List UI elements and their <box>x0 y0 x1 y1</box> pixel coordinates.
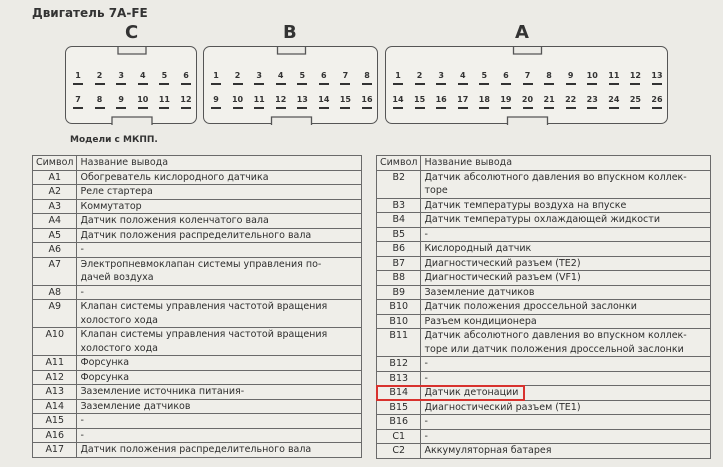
pin-name-cell: Датчик положения распределительного вала <box>77 228 362 243</box>
pin-contact <box>254 107 264 109</box>
pin-symbol-cell: B9 <box>377 285 421 300</box>
pin-name-cell: Электропневмоклапан системы управления по- дачей воздуха <box>77 257 362 285</box>
pin-contact <box>138 107 148 109</box>
table-row <box>33 185 362 200</box>
pin-number: 8 <box>546 71 552 80</box>
table-row <box>33 199 362 214</box>
pin-name-cell: Диагностический разъем (TE1) <box>421 400 711 415</box>
pin-contact <box>211 83 221 85</box>
name-column-header: Название вывода <box>77 156 362 171</box>
table-row <box>33 443 362 458</box>
pin-name-cell: Заземление датчиков <box>421 285 711 300</box>
pin-contact <box>479 83 489 85</box>
table-row <box>377 300 711 315</box>
pin-number: 16 <box>361 95 373 104</box>
pin-name-cell: - <box>421 415 711 430</box>
pin-number: 4 <box>140 71 146 80</box>
pin-symbol-cell: B16 <box>377 415 421 430</box>
pin-number: 16 <box>435 95 447 104</box>
pin-contact <box>566 107 576 109</box>
pin-name-cell: - <box>421 429 711 444</box>
pin-symbol-cell: B13 <box>377 371 421 386</box>
pin-name-cell: Датчик абсолютного давления во впускном коллек- торе или датчик положения дроссельной заслонки <box>421 329 711 357</box>
table-row <box>377 371 711 386</box>
pin-symbol-cell: B15 <box>377 400 421 415</box>
pin-symbol-cell: A17 <box>33 443 77 458</box>
pin-contact <box>95 107 105 109</box>
pin-number: 13 <box>651 71 663 80</box>
pin-contact <box>501 83 511 85</box>
pin-number: 8 <box>364 71 370 80</box>
pin-number: 1 <box>395 71 401 80</box>
connector-outline <box>386 47 669 125</box>
pin-number: 7 <box>524 71 531 80</box>
pin-contact <box>544 83 554 85</box>
table-row <box>377 198 711 213</box>
table-row <box>377 329 711 357</box>
connector-c <box>65 46 197 124</box>
table-row <box>33 257 362 285</box>
pin-symbol-cell: C1 <box>377 429 421 444</box>
pin-number: 22 <box>565 95 577 104</box>
pin-number: 14 <box>392 95 404 104</box>
table-row <box>33 370 362 385</box>
pin-number: 5 <box>299 71 306 80</box>
pin-contact <box>479 107 489 109</box>
page-title: Двигатель 7A-FE <box>32 6 148 20</box>
pin-symbol-cell: A4 <box>33 214 77 229</box>
pin-contact <box>544 107 554 109</box>
pin-name-cell: Диагностический разъем (VF1) <box>421 271 711 286</box>
pin-symbol-cell: A5 <box>33 228 77 243</box>
pin-symbol-cell: C2 <box>377 444 421 459</box>
pin-contact <box>276 83 286 85</box>
pin-number: 3 <box>256 71 262 80</box>
pin-symbol-cell: B12 <box>377 357 421 372</box>
pin-contact <box>73 83 83 85</box>
table-row <box>377 357 711 372</box>
pin-name-cell: - <box>77 428 362 443</box>
connector-b <box>203 46 378 124</box>
symbol-column-header: Символ <box>33 156 77 171</box>
pin-symbol-cell: B14 <box>377 386 421 401</box>
pin-number: 17 <box>457 95 469 104</box>
table-row <box>33 385 362 400</box>
pin-contact <box>73 107 83 109</box>
table-row <box>377 444 711 459</box>
pin-number: 4 <box>459 71 466 80</box>
pin-contact <box>340 107 350 109</box>
pin-name-cell: Клапан системы управления частотой вращения холостого хода <box>77 300 362 328</box>
pin-contact <box>362 107 372 109</box>
pin-number: 9 <box>213 95 219 104</box>
table-row <box>377 314 711 329</box>
table-row <box>377 227 711 242</box>
pin-name-cell: - <box>77 285 362 300</box>
table-row <box>377 400 711 415</box>
pin-name-cell: Коммутатор <box>77 199 362 214</box>
highlight-box <box>376 385 526 402</box>
pin-number: 7 <box>342 71 349 80</box>
pin-contact <box>319 83 329 85</box>
table-row <box>33 285 362 300</box>
pin-number: 14 <box>318 95 330 104</box>
pin-contact <box>501 107 511 109</box>
right-pin-table <box>376 155 711 459</box>
pin-contact <box>297 107 307 109</box>
pin-name-cell: - <box>77 243 362 258</box>
pin-number: 4 <box>277 71 284 80</box>
pin-number: 2 <box>416 71 423 80</box>
pin-symbol-cell: A13 <box>33 385 77 400</box>
table-row <box>33 428 362 443</box>
models-caption: Модели с МКПП. <box>70 135 158 145</box>
pin-symbol-cell: A8 <box>33 285 77 300</box>
table-row <box>377 170 711 198</box>
pin-symbol-cell: B10 <box>377 314 421 329</box>
pin-number: 11 <box>608 71 620 80</box>
pin-contact <box>652 107 662 109</box>
name-column-header: Название вывода <box>421 156 711 171</box>
pin-contact <box>95 83 105 85</box>
pin-number: 12 <box>629 71 641 80</box>
pin-symbol-cell: A2 <box>33 185 77 200</box>
pin-name-cell: Датчик положения дроссельной заслонки <box>421 300 711 315</box>
pin-number: 10 <box>586 71 598 80</box>
pin-number: 5 <box>481 71 488 80</box>
pin-name-cell: - <box>421 371 711 386</box>
pin-contact <box>211 107 221 109</box>
pin-contact <box>587 83 597 85</box>
pin-contact <box>523 107 533 109</box>
pin-contact <box>523 83 533 85</box>
table-row <box>377 429 711 444</box>
pin-name-cell: Заземление датчиков <box>77 399 362 414</box>
pin-contact <box>233 107 243 109</box>
pin-name-cell: Обогреватель кислородного датчика <box>77 170 362 185</box>
pin-symbol-cell: A12 <box>33 370 77 385</box>
pin-contact <box>276 107 286 109</box>
table-row <box>377 213 711 228</box>
pin-contact <box>393 107 403 109</box>
pin-symbol-cell: B2 <box>377 170 421 198</box>
pin-symbol-cell: A10 <box>33 328 77 356</box>
pin-number: 21 <box>543 95 555 104</box>
pin-number: 12 <box>275 95 287 104</box>
pin-number: 7 <box>75 95 81 104</box>
pin-name-cell: Разъем кондиционера <box>421 314 711 329</box>
pin-name-cell: Датчик абсолютного давления во впускном коллек- торе <box>421 170 711 198</box>
pin-number: 6 <box>321 71 327 80</box>
pin-contact <box>254 83 264 85</box>
pin-number: 23 <box>586 95 598 104</box>
pin-contact <box>116 107 126 109</box>
connector-bottom-notch <box>272 117 312 125</box>
table-row <box>33 214 362 229</box>
table-row <box>377 242 711 257</box>
connector-c-label: C <box>125 22 139 43</box>
pin-contact <box>159 83 169 85</box>
pin-number: 20 <box>521 95 534 104</box>
pin-number: 1 <box>75 71 81 80</box>
pin-name-cell: Форсунка <box>77 370 362 385</box>
connector-a <box>385 46 668 124</box>
connector-top-notch <box>118 47 146 54</box>
connector-bottom-notch <box>508 117 548 125</box>
connector-outline <box>66 47 198 125</box>
pin-symbol-cell: A15 <box>33 414 77 429</box>
table-row <box>33 414 362 429</box>
pin-number: 3 <box>438 71 444 80</box>
pin-name-cell: Датчик положения коленчатого вала <box>77 214 362 229</box>
connector-a-label: A <box>515 22 529 43</box>
pin-symbol-cell: A7 <box>33 257 77 285</box>
pin-symbol-cell: A6 <box>33 243 77 258</box>
pin-symbol-cell: A9 <box>33 300 77 328</box>
pin-symbol-cell: B4 <box>377 213 421 228</box>
pin-symbol-cell: B6 <box>377 242 421 257</box>
table-row <box>33 243 362 258</box>
pin-number: 11 <box>253 95 265 104</box>
connector-top-notch <box>278 47 306 54</box>
pin-number: 5 <box>161 71 168 80</box>
pin-number: 19 <box>500 95 512 104</box>
pin-number: 25 <box>629 95 641 104</box>
pin-name-cell: - <box>421 357 711 372</box>
pin-contact <box>138 83 148 85</box>
pin-number: 10 <box>231 95 244 104</box>
pin-contact <box>319 107 329 109</box>
pin-number: 6 <box>503 71 509 80</box>
pin-name-cell: Датчик детонации <box>421 386 711 401</box>
table-row <box>33 228 362 243</box>
pin-number: 15 <box>414 95 426 104</box>
pin-number: 11 <box>158 95 170 104</box>
pin-contact <box>630 107 640 109</box>
pin-contact <box>566 83 576 85</box>
pin-contact <box>652 83 662 85</box>
table-row <box>33 170 362 185</box>
pin-contact <box>415 83 425 85</box>
connector-b-label: B <box>283 22 297 43</box>
connector-bottom-notch <box>112 117 152 125</box>
table-row <box>377 271 711 286</box>
pin-contact <box>630 83 640 85</box>
pin-number: 8 <box>96 95 103 104</box>
table-row <box>377 415 711 430</box>
pin-name-cell: Клапан системы управления частотой вращения холостого хода <box>77 328 362 356</box>
pin-contact <box>458 107 468 109</box>
pin-number: 15 <box>339 95 351 104</box>
pin-contact <box>159 107 169 109</box>
pin-number: 6 <box>183 71 189 80</box>
pin-number: 18 <box>478 95 490 104</box>
pin-contact <box>362 83 372 85</box>
pin-name-cell: Датчик положения распределительного вала <box>77 443 362 458</box>
pin-symbol-cell: A1 <box>33 170 77 185</box>
symbol-column-header: Символ <box>377 156 421 171</box>
pin-contact <box>297 83 307 85</box>
pin-contact <box>181 107 191 109</box>
pin-number: 13 <box>296 95 308 104</box>
pin-number: 9 <box>567 71 574 80</box>
left-pin-table <box>32 155 362 458</box>
pin-number: 2 <box>96 71 103 80</box>
pin-contact <box>609 83 619 85</box>
pin-number: 2 <box>234 71 241 80</box>
pin-number: 10 <box>137 95 149 104</box>
pin-symbol-cell: A3 <box>33 199 77 214</box>
pin-number: 1 <box>213 71 219 80</box>
table-row <box>33 300 362 328</box>
table-row <box>377 256 711 271</box>
pin-number: 24 <box>608 95 620 104</box>
table-row <box>33 356 362 371</box>
pin-contact <box>458 83 468 85</box>
pin-contact <box>609 107 619 109</box>
pin-symbol-cell: B3 <box>377 198 421 213</box>
pin-symbol-cell: B5 <box>377 227 421 242</box>
table-header-row <box>377 156 711 171</box>
connector-outline <box>204 47 379 125</box>
pin-symbol-cell: B10 <box>377 300 421 315</box>
pin-contact <box>181 83 191 85</box>
pin-name-cell: Датчик температуры охлаждающей жидкости <box>421 213 711 228</box>
pin-contact <box>436 107 446 109</box>
pin-name-cell: Кислородный датчик <box>421 242 711 257</box>
pin-name-cell: Диагностический разъем (TE2) <box>421 256 711 271</box>
pin-number: 12 <box>180 95 192 104</box>
pin-contact <box>393 83 403 85</box>
pin-contact <box>587 107 597 109</box>
table-row <box>377 285 711 300</box>
table-header-row <box>33 156 362 171</box>
pin-number: 9 <box>118 95 124 104</box>
pin-symbol-cell: A16 <box>33 428 77 443</box>
pin-contact <box>116 83 126 85</box>
pin-symbol-cell: B8 <box>377 271 421 286</box>
table-row <box>33 399 362 414</box>
pin-symbol-cell: A14 <box>33 399 77 414</box>
pin-symbol-cell: B7 <box>377 256 421 271</box>
pin-name-cell: - <box>421 227 711 242</box>
pin-name-cell: Реле стартера <box>77 185 362 200</box>
pin-name-cell: Заземление источника питания- <box>77 385 362 400</box>
pin-contact <box>233 83 243 85</box>
connector-top-notch <box>514 47 542 54</box>
pin-symbol-cell: A11 <box>33 356 77 371</box>
pin-contact <box>415 107 425 109</box>
pin-symbol-cell: B11 <box>377 329 421 357</box>
pin-name-cell: - <box>77 414 362 429</box>
pin-contact <box>436 83 446 85</box>
pin-name-cell: Форсунка <box>77 356 362 371</box>
pin-name-cell: Аккумуляторная батарея <box>421 444 711 459</box>
pin-name-cell: Датчик температуры воздуха на впуске <box>421 198 711 213</box>
table-row <box>33 328 362 356</box>
pin-number: 26 <box>651 95 663 104</box>
pin-number: 3 <box>118 71 124 80</box>
pin-contact <box>340 83 350 85</box>
